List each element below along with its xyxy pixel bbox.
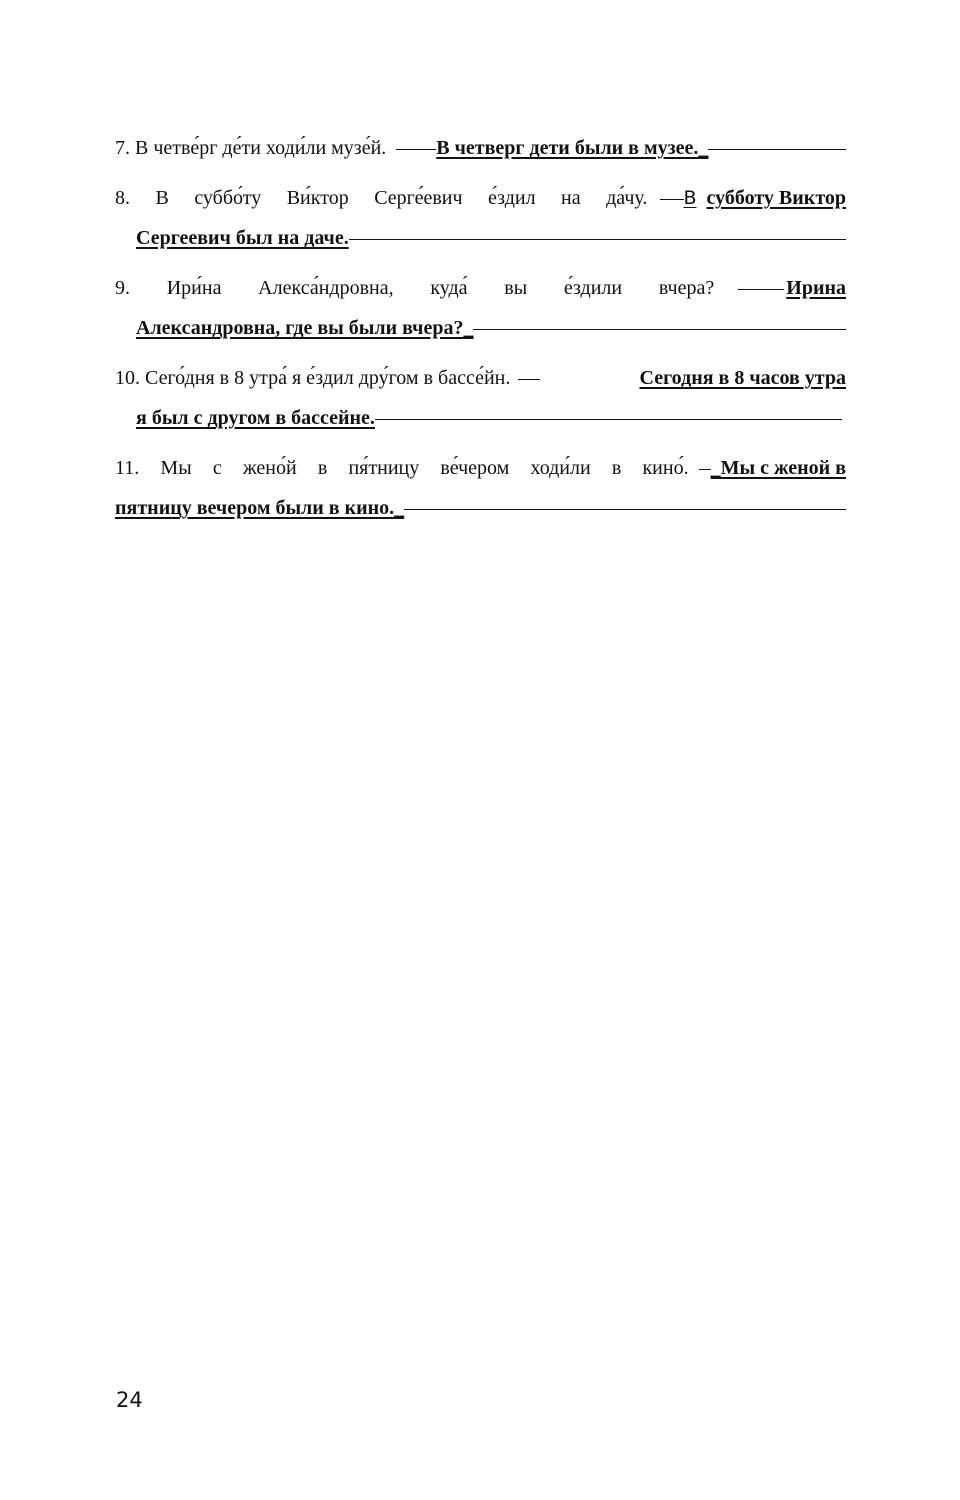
question-word: Алекса́ндровна, <box>258 277 394 299</box>
exercise-item-9 <box>115 268 846 348</box>
question-word: ве́чером <box>440 457 510 479</box>
exercise-item-11 <box>115 448 846 528</box>
question-word: Серге́евич <box>374 187 463 209</box>
question-word: да́чу. <box>606 187 648 209</box>
answer-blank <box>473 329 846 330</box>
item-11-answer-tail: _ <box>394 497 405 519</box>
question-word: В <box>155 187 169 209</box>
question-word: вы <box>504 277 528 299</box>
exercise-item-10 <box>115 358 846 438</box>
question-word: в <box>317 457 328 479</box>
item-8-question <box>115 178 648 218</box>
question-word: на <box>561 187 581 209</box>
question-word: Ири́на <box>166 277 222 299</box>
item-8-answer-line-1: субботу Виктор <box>706 187 846 209</box>
answer-blank <box>518 379 540 380</box>
item-9-line-2 <box>115 308 846 348</box>
item-11-line-1 <box>115 448 846 488</box>
question-word: ходи́ли <box>530 457 591 479</box>
item-11-answer-line-1: _Мы с женой в <box>710 457 846 479</box>
question-word: е́здили <box>563 277 623 299</box>
answer-blank <box>349 239 846 240</box>
item-8-line-1 <box>115 178 846 218</box>
question-word: пя́тницу <box>348 457 420 479</box>
question-word: кино́. <box>642 457 689 479</box>
item-8-answer-line-2: Сергеевич был на даче. <box>136 227 349 249</box>
item-8-answer-first-word: В <box>683 187 697 209</box>
item-7-answer-tail: _ <box>698 137 709 159</box>
question-word: суббо́ту <box>194 187 262 209</box>
exercise-item-8 <box>115 178 846 258</box>
item-10-line-1 <box>115 358 846 398</box>
item-11-answer-line-2: пятницу вечером были в кино. <box>115 497 395 519</box>
question-word: Мы <box>160 457 192 479</box>
answer-blank <box>396 149 436 150</box>
answer-blank <box>708 149 846 150</box>
item-11-question <box>115 448 689 488</box>
item-8-line-2 <box>115 218 846 258</box>
item-7-answer: В четверг дети были в музее. <box>436 137 699 159</box>
item-11-line-2 <box>115 488 846 528</box>
question-word: 11. <box>115 457 140 479</box>
question-word: 8. <box>115 187 130 209</box>
item-9-answer-line-2: Александровна, где вы были вчера? <box>136 317 464 339</box>
exercise-item-7 <box>115 128 846 168</box>
page-number: 24 <box>116 1388 143 1412</box>
item-9-answer-line-1: Ирина <box>786 277 846 299</box>
answer-blank <box>375 419 842 420</box>
answer-blank <box>699 469 711 470</box>
item-10-question: 10. Сего́дня в 8 утра́ я е́здил дру́гом в бассе́йн. <box>115 367 511 389</box>
question-word: с <box>212 457 222 479</box>
question-word: Ви́ктор <box>286 187 349 209</box>
item-7-line-1 <box>115 128 846 168</box>
item-10-answer-line-2: я был с другом в бассейне. <box>136 407 375 429</box>
item-9-line-1 <box>115 268 846 308</box>
exercise-list <box>115 128 846 538</box>
answer-blank <box>738 289 784 290</box>
question-word: е́здил <box>488 187 536 209</box>
question-word: куда́ <box>430 277 468 299</box>
question-word: 9. <box>115 277 130 299</box>
item-10-answer-line-1: Сегодня в 8 часов утра <box>639 367 846 389</box>
item-9-answer-tail: _ <box>463 317 474 339</box>
question-word: в <box>611 457 622 479</box>
question-word: вчера? <box>658 277 715 299</box>
item-10-line-2 <box>115 398 846 438</box>
question-word: жено́й <box>242 457 297 479</box>
item-7-question: 7. В четве́рг де́ти ходи́ли музе́й. <box>115 137 387 159</box>
answer-blank <box>404 509 846 510</box>
answer-blank <box>660 199 684 200</box>
item-9-question <box>115 268 714 308</box>
